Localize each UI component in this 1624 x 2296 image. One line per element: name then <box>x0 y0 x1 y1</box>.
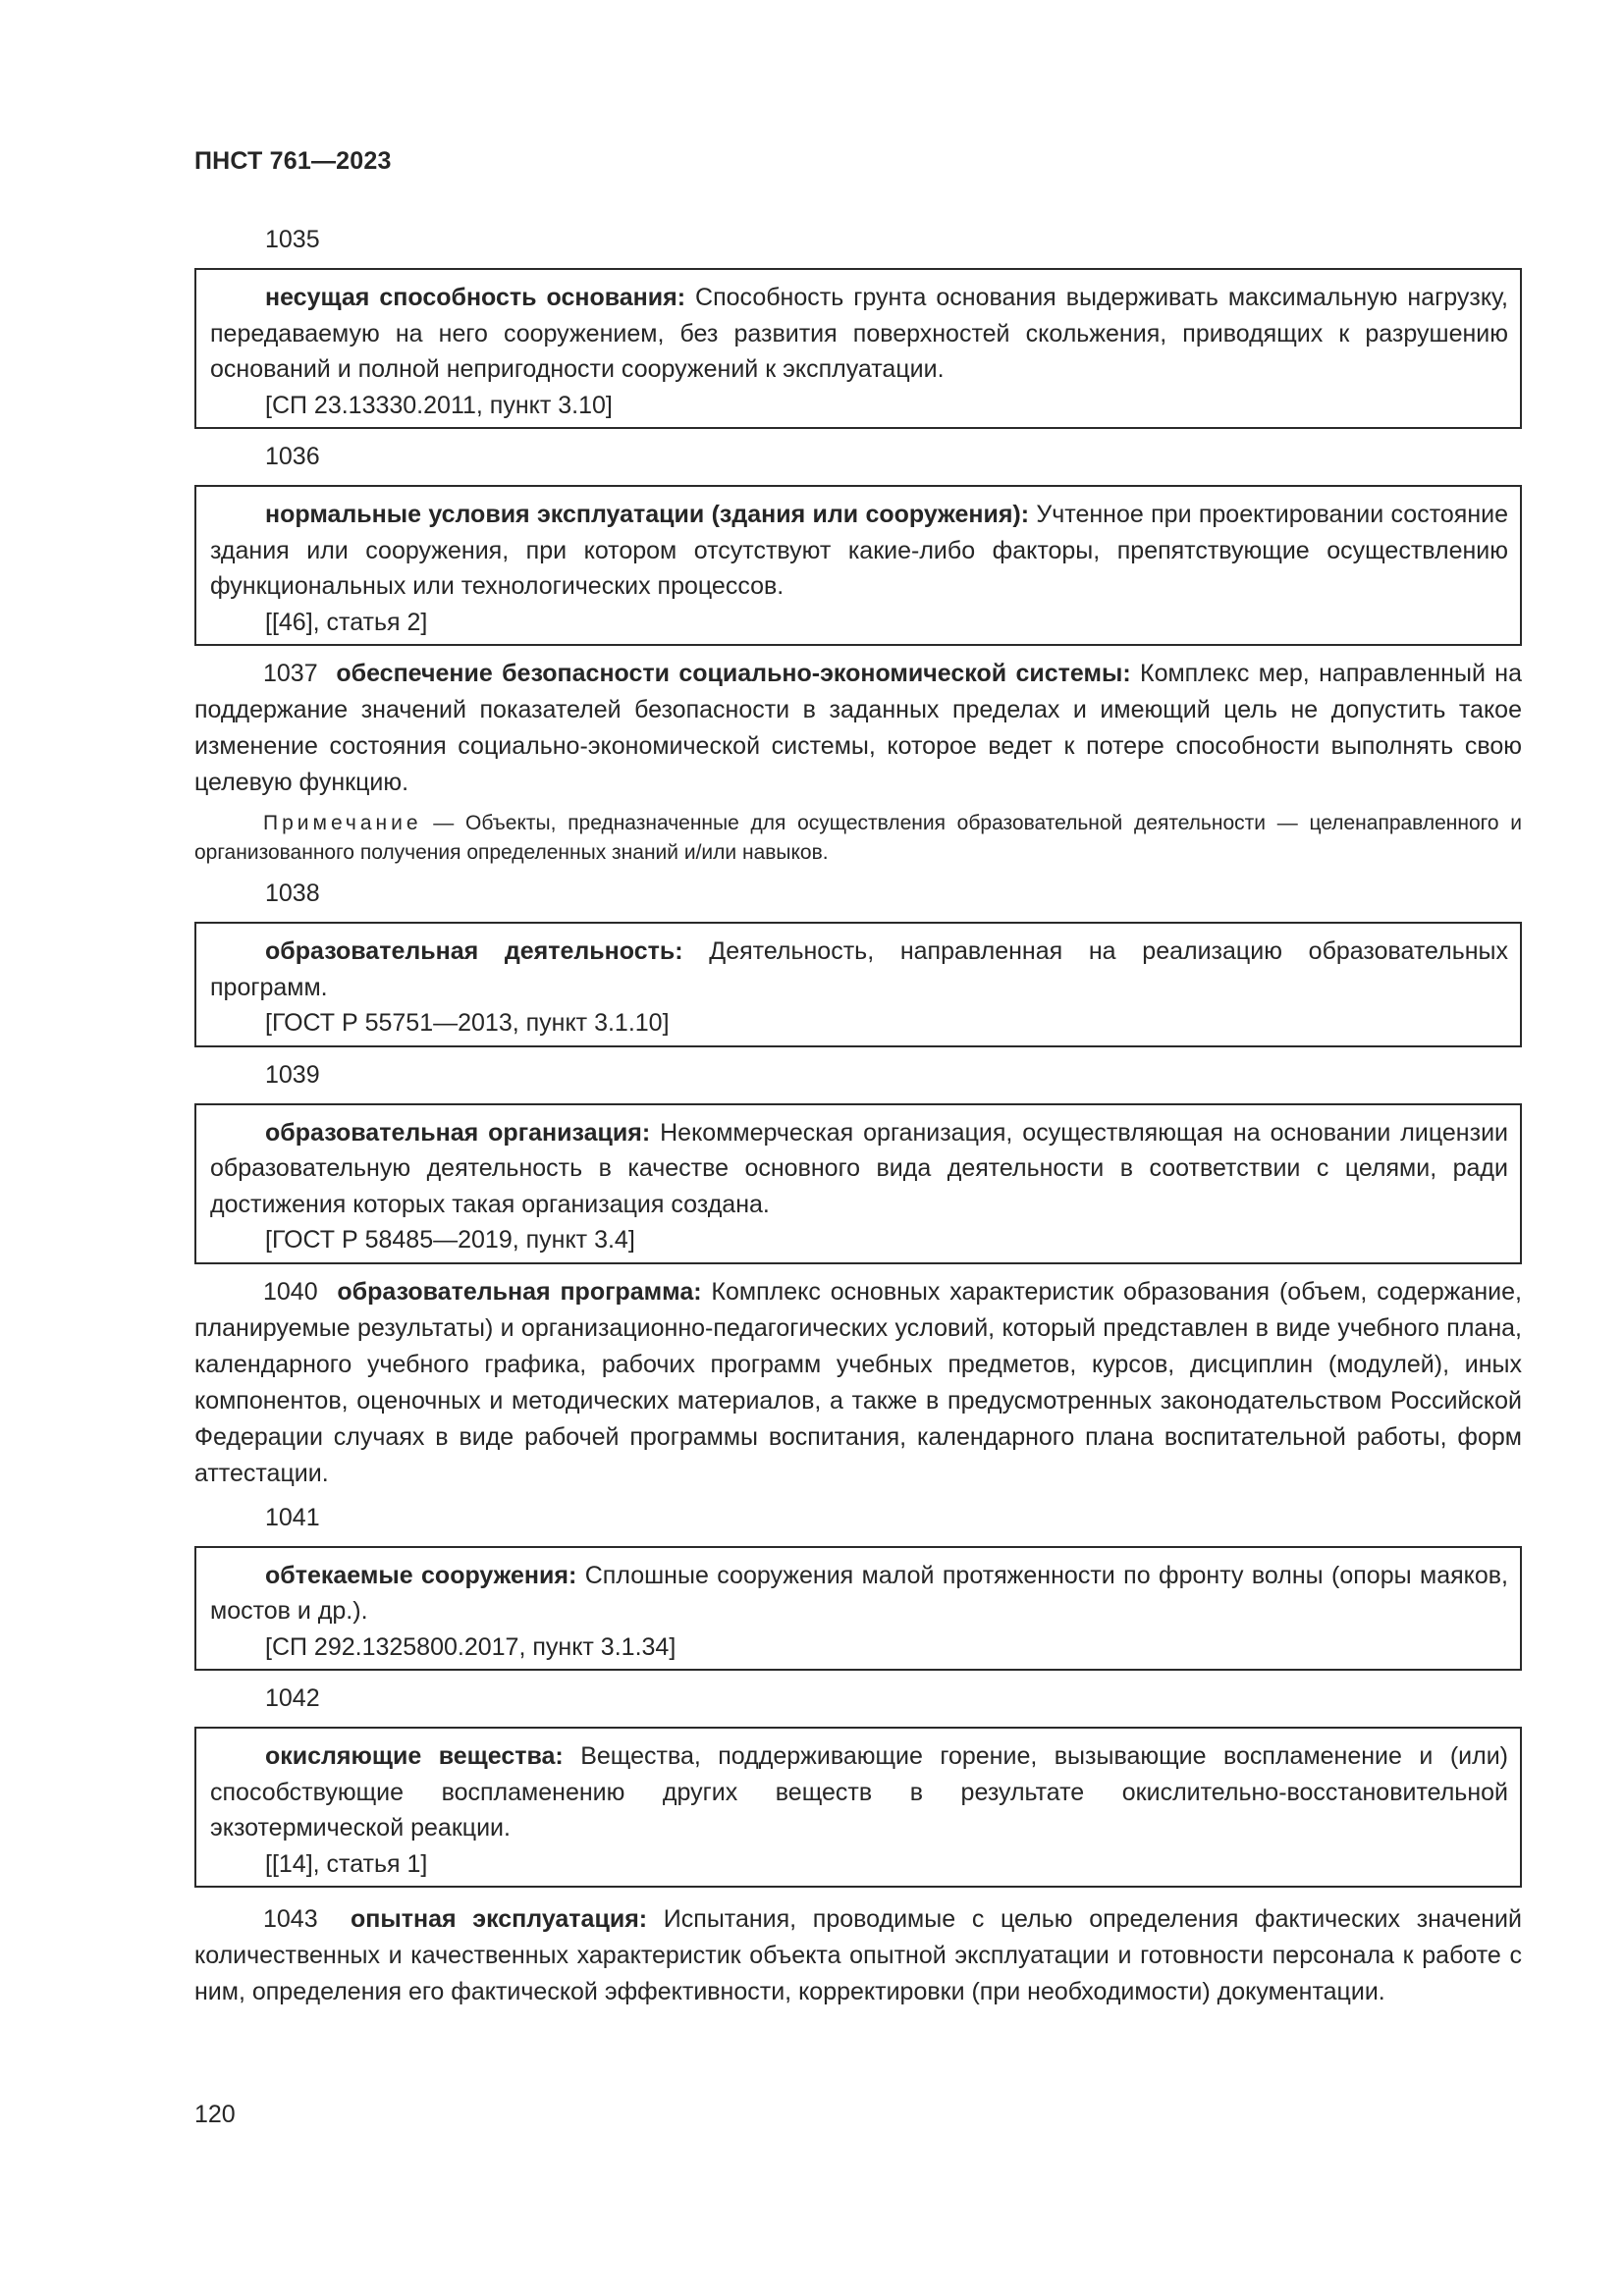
term-name: образовательная программа: <box>337 1277 702 1306</box>
term-definition: Испытания, проводимые с целью определения фактических значений количественных и качественных характеристик объекта опытной эксплуатации и готовности персонала к работе с ним, определения его фактической эффективности, корректировки (при необходимости) документации. <box>194 1905 1522 2005</box>
term-box <box>194 1103 1522 1264</box>
term-box <box>194 922 1522 1047</box>
term-source: [ГОСТ Р 58485—2019, пункт 3.4] <box>265 1226 635 1254</box>
term-definition: Комплекс основных характеристик образования (объем, содержание, планируемые результаты) и организационно-педагогических условий, который представлен в виде учебного плана, календарного учебного графика, рабочих программ учебных предметов, курсов, дисциплин (модулей), иных компонентов, оценочных и методических материалов, а также в предусмотренных законодательством Российской Федерации случаях в виде рабочей программы воспитания, календарного плана воспитательной работы, форм аттестации. <box>194 1277 1522 1487</box>
note-text: — Объекты, предназначенные для осуществления образовательной деятельности — целенаправленного и организованного получения определенных знаний и/или навыков. <box>194 812 1522 864</box>
entry-number: 1035 <box>265 226 320 253</box>
term-source: [СП 23.13330.2011, пункт 3.10] <box>265 391 613 419</box>
term-name: обтекаемые сооружения: <box>265 1561 577 1589</box>
term-box <box>194 1727 1522 1888</box>
entry-number: 1043 <box>263 1905 318 1933</box>
page-number: 120 <box>194 2101 236 2128</box>
note-label: Примечание <box>263 812 422 834</box>
term-box <box>194 1546 1522 1672</box>
term-paragraph <box>194 656 1522 801</box>
term-source: [[14], статья 1] <box>265 1849 428 1878</box>
term-box <box>194 485 1522 646</box>
note <box>194 809 1522 868</box>
term-definition: Некоммерческая организация, осуществляющая на основании лицензии образовательную деятельность в качестве основного вида деятельности в соответствии с целями, ради достижения которых такая организация создана. <box>210 1118 1509 1218</box>
entry-number: 1041 <box>265 1503 320 1531</box>
term-name: образовательная деятельность: <box>265 937 683 965</box>
term-definition: Учтенное при проектировании состояние здания или сооружения, при котором отсутствуют какие-либо факторы, препятствующие осуществлению функциональных или технологических процессов. <box>210 501 1509 600</box>
entry-number: 1037 <box>263 660 318 687</box>
term-name: опытная эксплуатация: <box>351 1905 648 1933</box>
term-paragraph <box>194 1901 1522 2010</box>
entry-number: 1039 <box>265 1060 320 1089</box>
term-definition: Способность грунта основания выдерживать максимальную нагрузку, передаваемую на него сооружением, без развития поверхностей скольжения, приводящих к разрушению оснований и полной непригодности сооружений к эксплуатации. <box>210 284 1508 383</box>
entry-number: 1042 <box>265 1684 320 1712</box>
term-definition: Сплошные сооружения малой протяженности по фронту волны (опоры маяков, мостов и др.). <box>210 1561 1508 1625</box>
term-source: [СП 292.1325800.2017, пункт 3.1.34] <box>265 1632 677 1661</box>
document-header: ПНСТ 761—2023 <box>194 147 392 175</box>
term-paragraph <box>194 1274 1522 1492</box>
entry-number: 1040 <box>263 1277 318 1306</box>
term-name: нормальные условия эксплуатации (здания или сооружения): <box>265 501 1030 528</box>
term-source: [ГОСТ Р 55751—2013, пункт 3.1.10] <box>265 1009 670 1037</box>
entry-number: 1038 <box>265 880 320 907</box>
term-source: [[46], статья 2] <box>265 608 428 636</box>
term-name: обеспечение безопасности социально-экономической системы: <box>336 660 1131 687</box>
term-box <box>194 268 1522 429</box>
term-name: несущая способность основания: <box>265 284 686 311</box>
term-definition: Вещества, поддерживающие горение, вызывающие воспламенение и (или) способствующие воспламенению других веществ в результате окислительно-восстановительной экзотермической реакции. <box>210 1742 1509 1842</box>
entry-number: 1036 <box>265 443 320 470</box>
term-definition: Комплекс мер, направленный на поддержание значений показателей безопасности в заданных пределах и имеющий цель не допустить такое изменение состояния социально-экономической системы, которое ведет к потере способности выполнять свою целевую функцию. <box>194 660 1522 796</box>
term-name: образовательная организация: <box>265 1118 651 1147</box>
term-definition: Деятельность, направленная на реализацию образовательных программ. <box>210 937 1508 1001</box>
document-body <box>194 222 1522 2018</box>
term-name: окисляющие вещества: <box>265 1742 564 1770</box>
